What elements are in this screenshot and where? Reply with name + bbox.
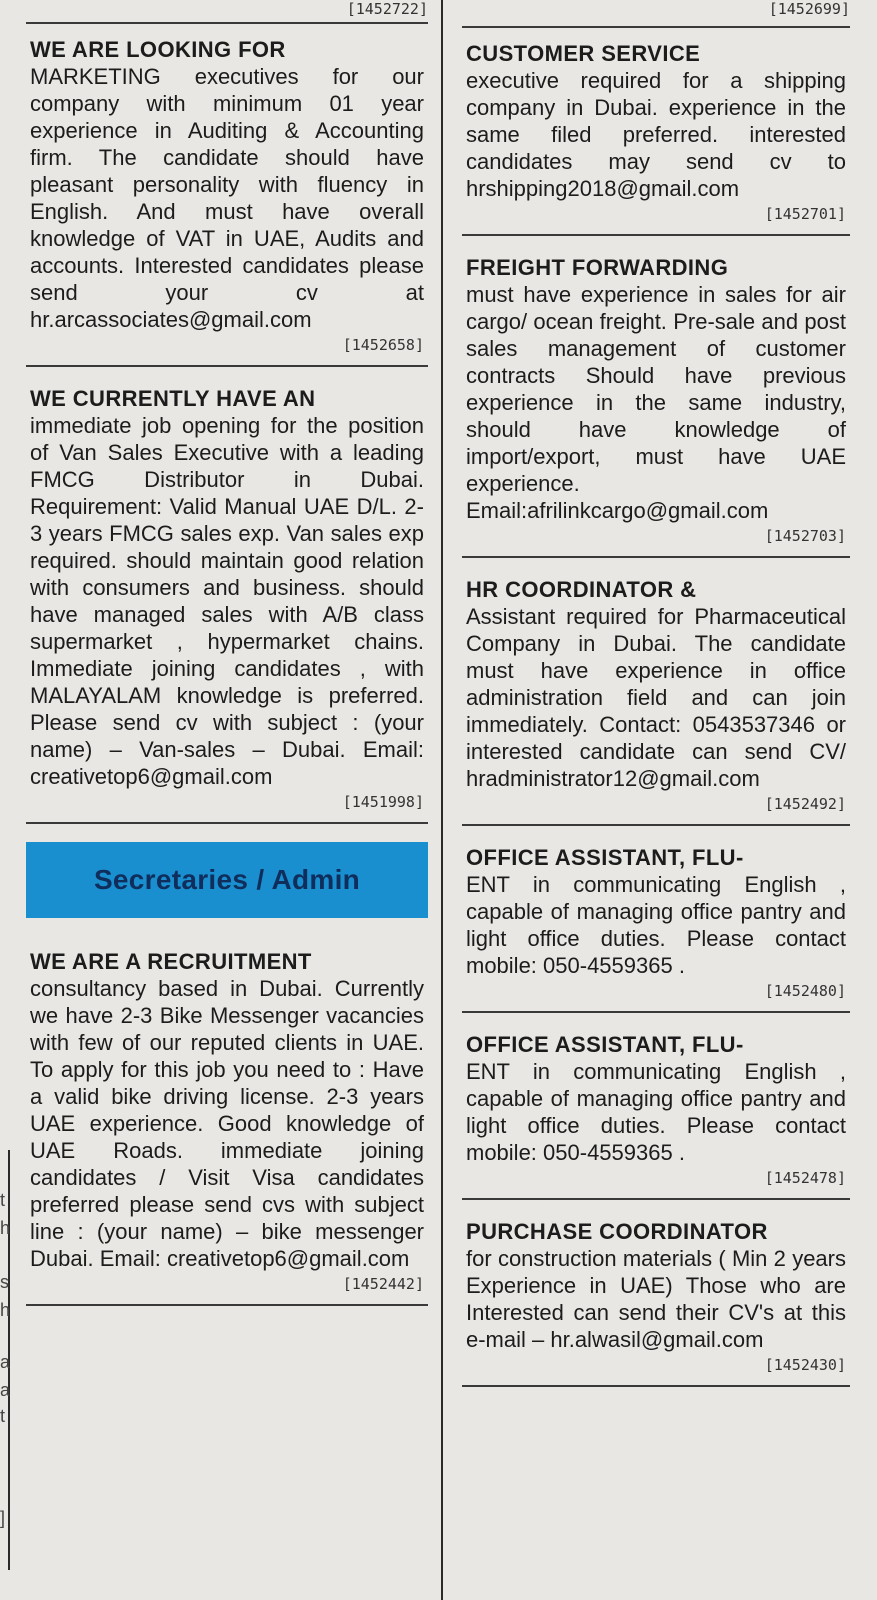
ad-headline: OFFICE ASSISTANT, FLU- — [466, 1032, 744, 1057]
ad-reference: [1452658] — [342, 336, 424, 354]
column-divider — [441, 0, 443, 1600]
ad-headline: WE ARE LOOKING FOR — [30, 37, 286, 62]
ad-separator — [462, 26, 850, 28]
ad-separator — [462, 824, 850, 826]
job-ad-bike-messenger — [26, 948, 428, 1294]
ad-separator — [462, 234, 850, 236]
edge-fragment: h — [0, 1300, 11, 1320]
right-column — [462, 0, 850, 1405]
ad-reference: [1452701] — [764, 205, 846, 223]
ad-headline: WE ARE A RECRUITMENT — [30, 949, 312, 974]
ad-headline: PURCHASE COORDINATOR — [466, 1219, 768, 1244]
ad-body: immediate job opening for the position of Van Sales Executive with a leading FMCG Distributor in Dubai. Requirement: Valid Manual UAE D/L. 2-3 years FMCG sales exp. Van sales exp required. should maintain good relation with consumers and business. should have managed sales with A/B class supermarket , hypermarket chains. Immediate joining candidates , with MALAYALAM knowledge is preferred. Please send cv with subject : (your name) – Van-sales – Dubai. Email: creativetop6@gmail.com — [30, 413, 424, 789]
ad-separator — [26, 1304, 428, 1306]
edge-fragment: ] — [0, 1508, 6, 1528]
job-ad-customer-service — [462, 40, 850, 224]
ad-body: Assistant required for Pharmaceutical Company in Dubai. The candidate must have experience in office administration field and can join immediately. Contact: 0543537346 or interested candidate can send CV/ hradministrator12@gmail.com — [466, 604, 846, 791]
ad-headline: FREIGHT FORWARDING — [466, 255, 729, 280]
ad-separator — [462, 556, 850, 558]
job-ad-freight-forwarding — [462, 254, 850, 546]
ad-body: MARKETING executives for our company with minimum 01 year experience in Auditing & Accounting firm. The candidate should have pleasant personality with fluency in English. And must have overall knowledge of VAT in UAE, Audits and accounts. Interested candidates please send your cv at hr.arcassociates@gmail.com — [30, 64, 424, 332]
ad-headline: WE CURRENTLY HAVE AN — [30, 386, 316, 411]
left-column — [26, 0, 428, 1324]
ad-reference: [1452442] — [342, 1275, 424, 1293]
ad-body: ENT in communicating English , capable of managing office pantry and light office duties. Please contact mobile: 050-4559365 . — [466, 872, 846, 978]
ad-reference: [1452492] — [764, 795, 846, 813]
job-ad-office-assistant — [462, 844, 850, 1001]
ad-reference: [1452703] — [764, 527, 846, 545]
edge-fragment: h — [0, 1218, 11, 1238]
edge-fragment: s — [0, 1272, 9, 1292]
ad-separator — [26, 822, 428, 824]
ad-reference: [1452722] — [346, 0, 428, 18]
ad-separator — [26, 365, 428, 367]
ad-headline: CUSTOMER SERVICE — [466, 41, 701, 66]
section-title: Secretaries / Admin — [93, 864, 361, 895]
job-ad-purchase-coordinator — [462, 1218, 850, 1375]
ad-headline: HR COORDINATOR & — [466, 577, 697, 602]
ad-separator — [462, 1011, 850, 1013]
ad-headline: OFFICE ASSISTANT, FLU- — [466, 845, 744, 870]
ad-body: executive required for a shipping company in Dubai. experience in the same filed preferred. interested candidates may send cv to hrshipping2018@gmail.com — [466, 68, 846, 201]
ad-reference: [1452430] — [764, 1356, 846, 1374]
edge-fragment: a — [0, 1352, 11, 1372]
ad-body: ENT in communicating English , capable of managing office pantry and light office duties. Please contact mobile: 050-4559365 . — [466, 1059, 846, 1165]
edge-fragment: t — [0, 1190, 6, 1210]
job-ad-office-assistant — [462, 1031, 850, 1188]
ad-body: must have experience in sales for air cargo/ ocean freight. Pre-sale and post sales management of customer contracts Should have previous experience in the same industry, should have knowledge of import/export, must have UAE experience. Email:afrilinkcargo@gmail.com — [466, 282, 846, 523]
ad-separator — [462, 1385, 850, 1387]
ad-body: consultancy based in Dubai. Currently we have 2-3 Bike Messenger vacancies with few of our reputed clients in UAE. To apply for this job you need to : Have a valid bike driving license. 2-3 years UAE experience. Good knowledge of UAE Roads. immediate joining candidates / Visit Visa candidates preferred please send cvs with subject line : (your name) – bike messenger Dubai. Email: creativetop6@gmail.com — [30, 976, 424, 1271]
ad-separator — [26, 22, 428, 24]
ad-separator — [462, 1198, 850, 1200]
job-ad-van-sales — [26, 385, 428, 812]
ad-reference: [1452478] — [764, 1169, 846, 1187]
job-ad-hr-coordinator — [462, 576, 850, 814]
ad-reference: [1452699] — [768, 0, 850, 18]
ad-reference: [1452480] — [764, 982, 846, 1000]
section-header — [26, 842, 428, 918]
ad-reference: [1451998] — [342, 793, 424, 811]
edge-fragment: t — [0, 1406, 6, 1426]
ad-body: for construction materials ( Min 2 years Experience in UAE) Those who are Interested can send their CV's at this e-mail – hr.alwasil@gmail.com — [466, 1246, 846, 1352]
edge-fragment: a — [0, 1380, 11, 1400]
job-ad-marketing — [26, 36, 428, 355]
